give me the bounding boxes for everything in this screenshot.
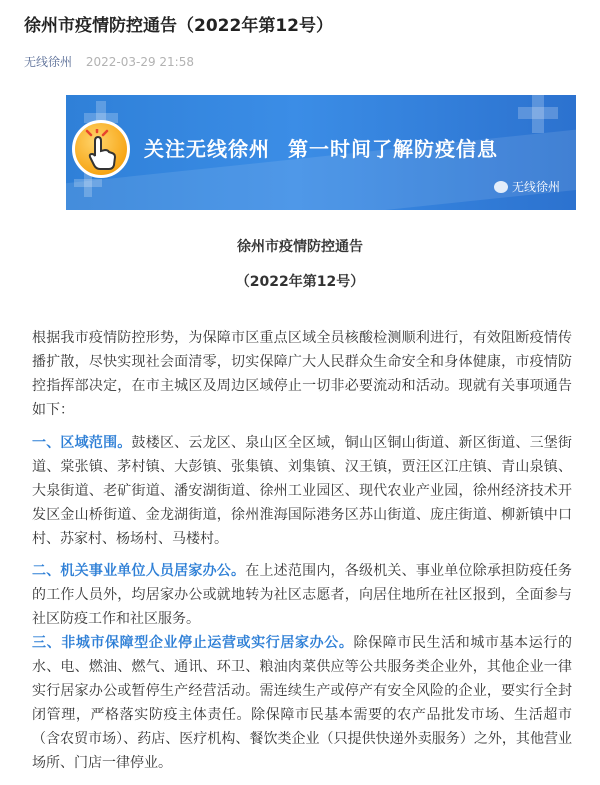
article-meta [24,54,194,70]
section-paragraph [32,631,572,775]
section-text: 鼓楼区、云龙区、泉山区全区域，铜山区铜山街道、新区街道、三堡街道、棠张镇、茅村镇、大彭镇、张集镇、刘集镇、汉王镇，贾汪区江庄镇、青山泉镇、大泉街道、老矿街道、潘安湖街道、徐州工业园区、现代农业产业园，徐州经济技术开发区金山桥街道、金龙湖街道，徐州淮海国际港务区苏山街道、庞庄街道、柳新镇中口村、苏家村、杨场村、马楼村。 [32,435,573,547]
section-text: 除保障市民生活和城市基本运行的水、电、燃油、燃气、通讯、环卫、粮油肉菜供应等公共服务类企业外，其他企业一律实行居家办公或暂停生产经营活动。需连续生产或停产有安全风险的企业，要实行全封闭管理，严格落实防疫主体责任。除保障市民基本需要的农产品批发市场、生活超市（含农贸市场）、药店、医疗机构、餐饮类企业（只提供快递外卖服务）之外，其他营业场所、门店一律停业。 [32,635,573,771]
notice-intro: 根据我市疫情防控形势，为保障市区重点区域全员核酸检测顺利进行，有效阻断疫情传播扩散，尽快实现社会面清零，切实保障广大人民群众生命安全和身体健康，市疫情防控指挥部决定，在市主城区及周边区域停止一切非必要流动和活动。现就有关事项通告如下： [32,330,572,418]
section-title: 二、机关事业单位人员居家办公。 [32,563,246,579]
section-title: 三、非城市保障型企业停止运营或实行居家办公。 [32,635,354,651]
slogan-left: 关注无线徐州 [144,137,270,161]
watermark-text: 无线徐州 [511,180,560,194]
banner-watermark [494,179,560,195]
article-title: 徐州市疫情防控通告（2022年第12号） [24,16,333,36]
section-text: 在上述范围内，各级机关、事业单位除承担防疫任务的工作人员外，均居家办公或就地转为社区志愿者，向居住地所在社区报到，全面参与社区防疫工作和社区服务。 [32,563,573,627]
section-paragraph [32,559,572,631]
wechat-icon [494,181,508,193]
section-paragraph [32,431,572,551]
slogan-right: 第一时间了解防疫信息 [288,137,498,161]
promo-banner[interactable] [66,95,576,210]
publish-date: 2022-03-29 21:58 [85,55,194,69]
section-title: 一、区域范围。 [32,435,132,451]
notice-number: （2022年第12号） [235,274,365,290]
banner-slogan [144,135,498,163]
author-link[interactable]: 无线徐州 [24,55,73,69]
tap-hand-icon [72,120,130,178]
notice-heading: 徐州市疫情防控通告 [237,239,363,255]
